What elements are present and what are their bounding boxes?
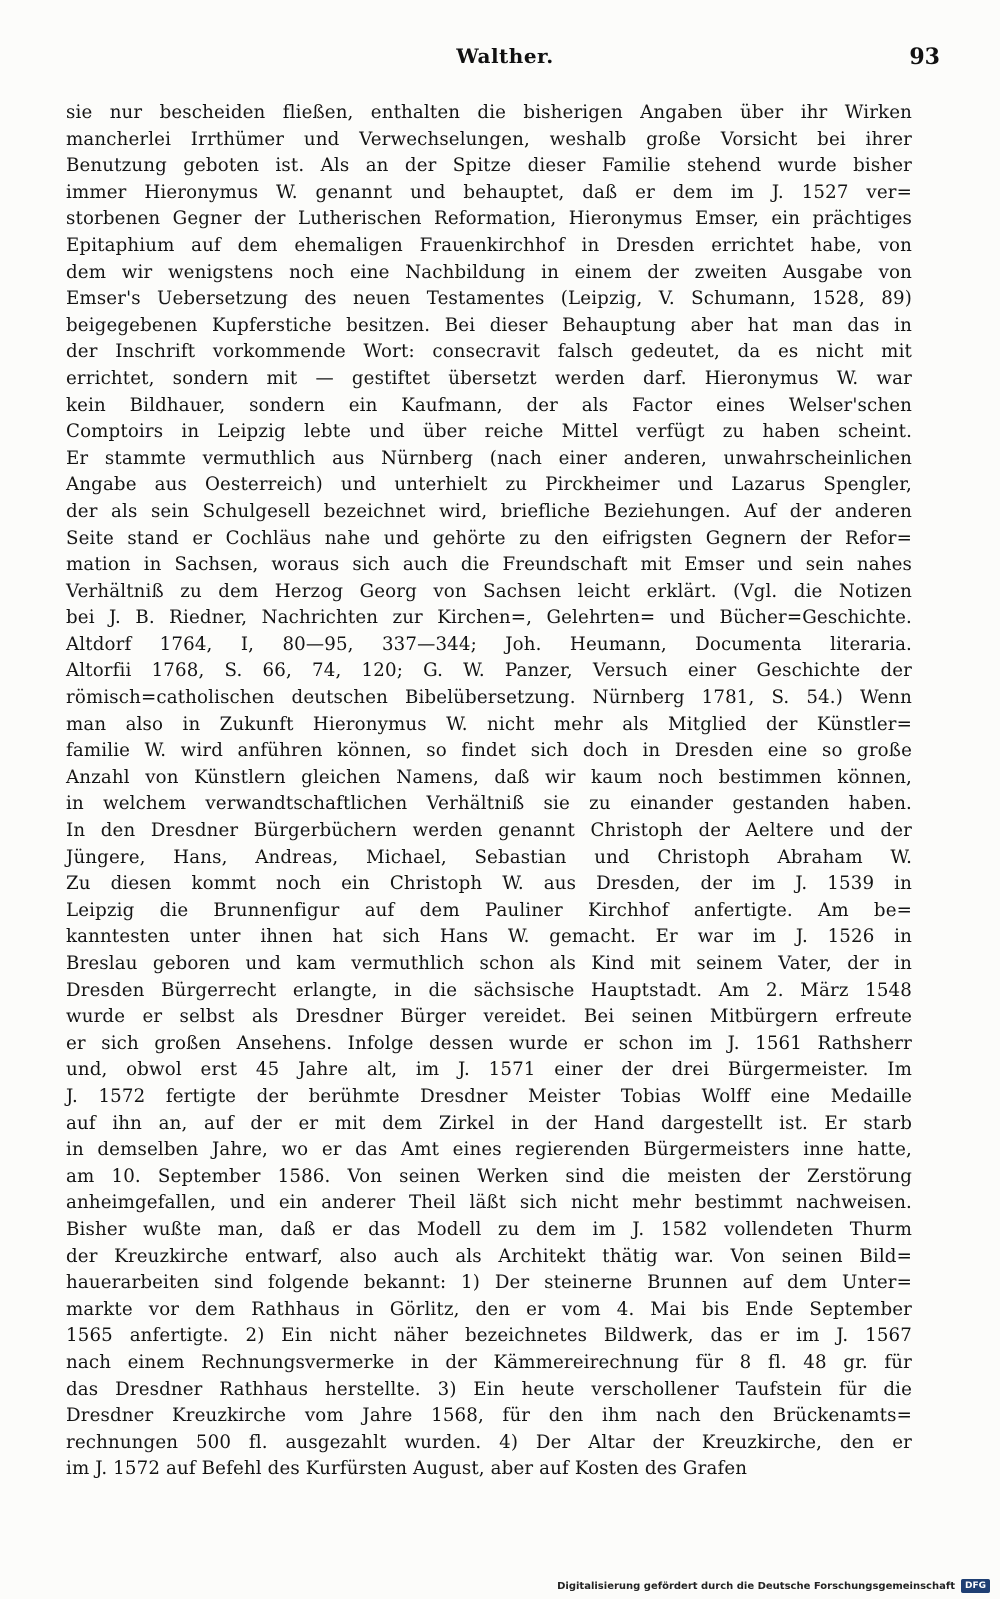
- text-line: storbenen Gegner der Lutherischen Reformation, Hieronymus Emser, ein prächtiges: [66, 208, 912, 230]
- text-line: Zu diesen kommt noch ein Christoph W. aus Dresden, der im J. 1539 in: [66, 873, 912, 895]
- text-line: Dresdner Kreuzkirche vom Jahre 1568, für den ihm nach den Brückenamts=: [66, 1405, 912, 1427]
- text-line: Er stammte vermuthlich aus Nürnberg (nach einer anderen, unwahrscheinlichen: [66, 447, 912, 469]
- body-text: [66, 100, 912, 1483]
- text-line: rechnungen 500 fl. ausgezahlt wurden. 4) Der Altar der Kreuzkirche, den er: [66, 1431, 912, 1453]
- text-line: Dresden Bürgerrecht erlangte, in die sächsische Hauptstadt. Am 2. März 1548: [66, 979, 912, 1001]
- text-line: in demselben Jahre, wo er das Amt eines regierenden Bürgermeisters inne hatte,: [66, 1139, 912, 1161]
- text-line: er sich großen Ansehens. Infolge dessen wurde er schon im J. 1561 Rathsherr: [66, 1032, 912, 1054]
- text-line: der Inschrift vorkommende Wort: consecravit falsch gedeutet, da es nicht mit: [66, 341, 912, 363]
- text-line: Epitaphium auf dem ehemaligen Frauenkirchhof in Dresden errichtet habe, von: [66, 234, 912, 256]
- text-line: nach einem Rechnungsvermerke in der Kämmereirechnung für 8 fl. 48 gr. für: [66, 1351, 912, 1373]
- text-line: In den Dresdner Bürgerbüchern werden genannt Christoph der Aeltere und der: [66, 820, 912, 842]
- text-line: Altorfii 1768, S. 66, 74, 120; G. W. Panzer, Versuch einer Geschichte der: [66, 660, 912, 682]
- text-line: in welchem verwandtschaftlichen Verhältniß sie zu einander gestanden haben.: [66, 793, 912, 815]
- text-line: mancherlei Irrthümer und Verwechselungen, weshalb große Vorsicht bei ihrer: [66, 128, 912, 150]
- text-line: kanntesten unter ihnen hat sich Hans W. gemacht. Er war im J. 1526 in: [66, 926, 912, 948]
- text-line: Leipzig die Brunnenfigur auf dem Pauliner Kirchhof anfertigte. Am be=: [66, 899, 912, 921]
- text-line: kein Bildhauer, sondern ein Kaufmann, der als Factor eines Welser'schen: [66, 394, 912, 416]
- text-line: der Kreuzkirche entwarf, also auch als Architekt thätig war. Von seinen Bild=: [66, 1245, 912, 1267]
- credit-text: Digitalisierung gefördert durch die Deutsche Forschungsgemeinschaft: [557, 1580, 955, 1592]
- text-line: Angabe aus Oesterreich) und unterhielt zu Pirckheimer und Lazarus Spengler,: [66, 474, 912, 496]
- text-line: bei J. B. Riedner, Nachrichten zur Kirchen=, Gelehrten= und Bücher=Geschichte.: [66, 607, 912, 629]
- text-line: wurde er selbst als Dresdner Bürger vereidet. Bei seinen Mitbürgern erfreute: [66, 1006, 912, 1028]
- text-line: Comptoirs in Leipzig lebte und über reiche Mittel verfügt zu haben scheint.: [66, 421, 912, 443]
- text-line: man also in Zukunft Hieronymus W. nicht mehr als Mitglied der Künstler=: [66, 713, 912, 735]
- text-line: Altdorf 1764, I, 80—95, 337—344; Joh. Heumann, Documenta literaria.: [66, 633, 912, 655]
- text-line: familie W. wird anführen können, so findet sich doch in Dresden eine so große: [66, 740, 912, 762]
- text-line: Verhältniß zu dem Herzog Georg von Sachsen leicht erklärt. (Vgl. die Notizen: [66, 580, 912, 602]
- text-line: sie nur bescheiden fließen, enthalten die bisherigen Angaben über ihr Wirken: [66, 102, 912, 123]
- running-head: Walther.: [456, 44, 554, 68]
- text-line: römisch=catholischen deutschen Bibelübersetzung. Nürnberg 1781, S. 54.) Wenn: [66, 687, 912, 709]
- page-header: [70, 44, 940, 74]
- text-line: anheimgefallen, und ein anderer Theil läßt sich nicht mehr bestimmt nachweisen.: [66, 1192, 912, 1214]
- text-line: hauerarbeiten sind folgende bekannt: 1) Der steinerne Brunnen auf dem Unter=: [66, 1272, 912, 1294]
- text-line: markte vor dem Rathhaus in Görlitz, den er vom 4. Mai bis Ende September: [66, 1298, 912, 1320]
- text-line: Bisher wußte man, daß er das Modell zu dem im J. 1582 vollendeten Thurm: [66, 1218, 912, 1240]
- text-line: am 10. September 1586. Von seinen Werken sind die meisten der Zerstörung: [66, 1165, 912, 1187]
- text-line: J. 1572 fertigte der berühmte Dresdner Meister Tobias Wolff eine Medaille: [66, 1085, 912, 1107]
- text-line: im J. 1572 auf Befehl des Kurfürsten August, aber auf Kosten des Grafen: [66, 1458, 748, 1480]
- text-line: der als sein Schulgesell bezeichnet wird, briefliche Beziehungen. Auf der anderen: [66, 500, 912, 522]
- text-line: 1565 anfertigte. 2) Ein nicht näher bezeichnetes Bildwerk, das er im J. 1567: [66, 1325, 912, 1347]
- page-number: 93: [909, 44, 940, 70]
- text-line: auf ihn an, auf der er mit dem Zirkel in der Hand dargestellt ist. Er starb: [66, 1112, 912, 1134]
- text-line: Breslau geboren und kam vermuthlich schon als Kind mit seinem Vater, der in: [66, 953, 912, 974]
- text-line: Jüngere, Hans, Andreas, Michael, Sebastian und Christoph Abraham W.: [66, 846, 912, 868]
- text-line: mation in Sachsen, woraus sich auch die Freundschaft mit Emser und sein nahes: [66, 554, 912, 576]
- text-line: und, obwol erst 45 Jahre alt, im J. 1571 einer der drei Bürgermeister. Im: [66, 1059, 912, 1081]
- text-line: errichtet, sondern mit — gestiftet übersetzt werden darf. Hieronymus W. war: [66, 367, 912, 389]
- text-line: Benutzung geboten ist. Als an der Spitze dieser Familie stehend wurde bisher: [66, 155, 912, 177]
- text-line: beigegebenen Kupferstiche besitzen. Bei dieser Behauptung aber hat man das in: [66, 314, 912, 336]
- dfg-logo: DFG: [961, 1579, 990, 1593]
- text-line: Emser's Uebersetzung des neuen Testamentes (Leipzig, V. Schumann, 1528, 89): [66, 288, 912, 310]
- digitization-credit: [557, 1579, 990, 1593]
- text-line: dem wir wenigstens noch eine Nachbildung in einem der zweiten Ausgabe von: [66, 261, 912, 283]
- text-line: Anzahl von Künstlern gleichen Namens, daß wir kaum noch bestimmen können,: [66, 766, 912, 788]
- text-line: das Dresdner Rathhaus herstellte. 3) Ein heute verschollener Taufstein für die: [66, 1378, 912, 1400]
- text-line: immer Hieronymus W. genannt und behauptet, daß er dem im J. 1527 ver=: [66, 181, 912, 203]
- text-line: Seite stand er Cochläus nahe und gehörte zu den eifrigsten Gegnern der Refor=: [66, 527, 912, 549]
